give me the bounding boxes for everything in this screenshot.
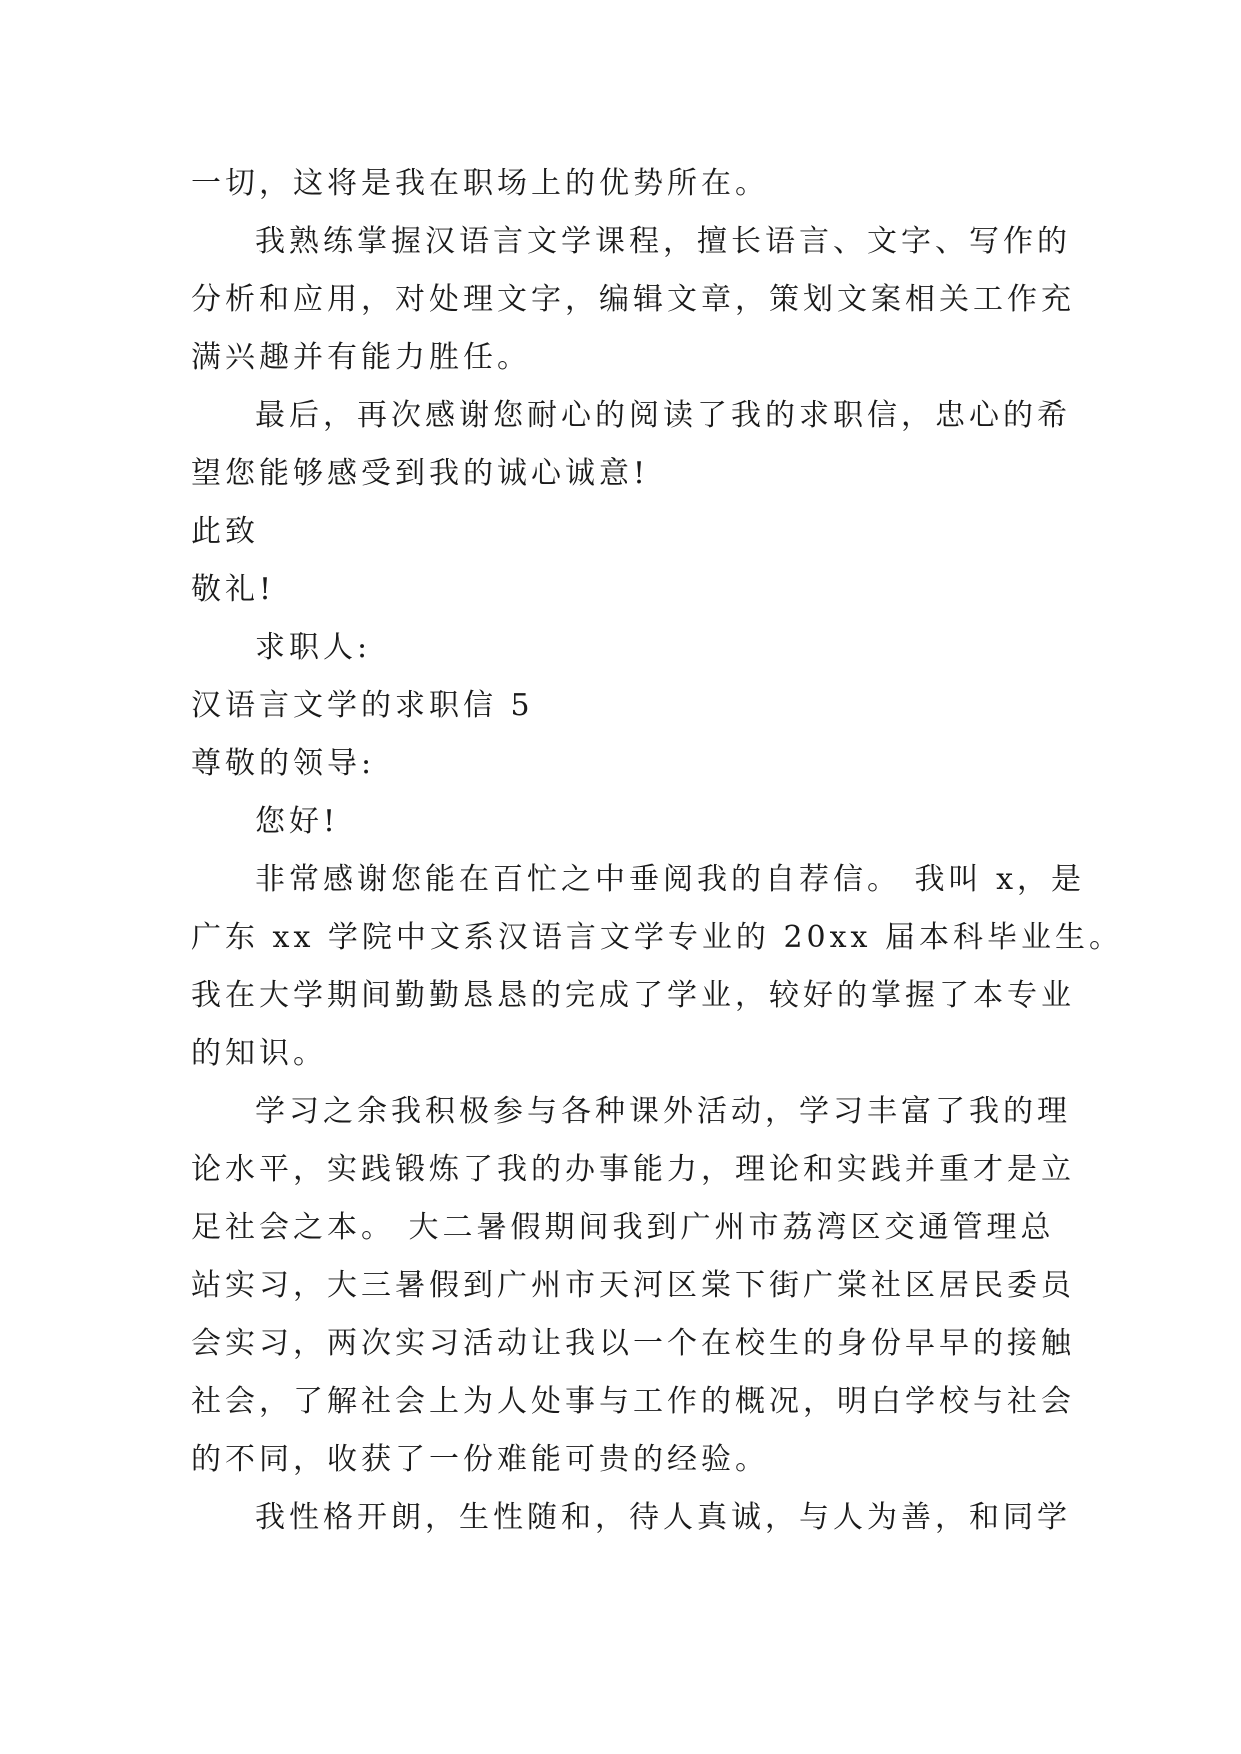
text-line: 站实习，大三暑假到广州市天河区棠下街广棠社区居民委员 bbox=[191, 1268, 1075, 1303]
text-line: 非常感谢您能在百忙之中垂阅我的自荐信。 我叫 x，是 bbox=[255, 862, 1085, 897]
text-line: 此致 bbox=[191, 514, 259, 549]
text-line: 望您能够感受到我的诚心诚意! bbox=[191, 456, 650, 491]
text-line: 学习之余我积极参与各种课外活动，学习丰富了我的理 bbox=[255, 1094, 1071, 1129]
text-line: 分析和应用，对处理文字，编辑文章，策划文案相关工作充 bbox=[191, 282, 1075, 317]
text-line: 社会，了解社会上为人处事与工作的概况，明白学校与社会 bbox=[191, 1384, 1075, 1419]
text-line: 求职人: bbox=[255, 630, 372, 665]
text-line: 广东 xx 学院中文系汉语言文学专业的 20xx 届本科毕业生。 bbox=[191, 920, 1123, 955]
text-line: 会实习，两次实习活动让我以一个在校生的身份早早的接触 bbox=[191, 1326, 1075, 1361]
text-line: 的不同，收获了一份难能可贵的经验。 bbox=[191, 1442, 769, 1477]
text-line: 我性格开朗，生性随和，待人真诚，与人为善，和同学 bbox=[255, 1500, 1071, 1535]
text-line: 最后，再次感谢您耐心的阅读了我的求职信，忠心的希 bbox=[255, 398, 1071, 433]
text-line: 论水平，实践锻炼了我的办事能力，理论和实践并重才是立 bbox=[191, 1152, 1075, 1187]
text-line: 的知识。 bbox=[191, 1036, 327, 1071]
letter-body bbox=[191, 155, 1123, 1547]
text-line: 我在大学期间勤勤恳恳的完成了学业，较好的掌握了本专业 bbox=[191, 978, 1075, 1013]
text-line: 敬礼! bbox=[191, 572, 276, 607]
text-line: 尊敬的领导: bbox=[191, 746, 376, 781]
text-line: 汉语言文学的求职信 5 bbox=[191, 688, 534, 723]
text-line: 满兴趣并有能力胜任。 bbox=[191, 340, 531, 375]
text-line: 您好! bbox=[255, 804, 340, 839]
text-line: 我熟练掌握汉语言文学课程，擅长语言、文字、写作的 bbox=[255, 224, 1071, 259]
text-line: 一切，这将是我在职场上的优势所在。 bbox=[191, 166, 769, 201]
text-line: 足社会之本。 大二暑假期间我到广州市荔湾区交通管理总 bbox=[191, 1210, 1055, 1245]
